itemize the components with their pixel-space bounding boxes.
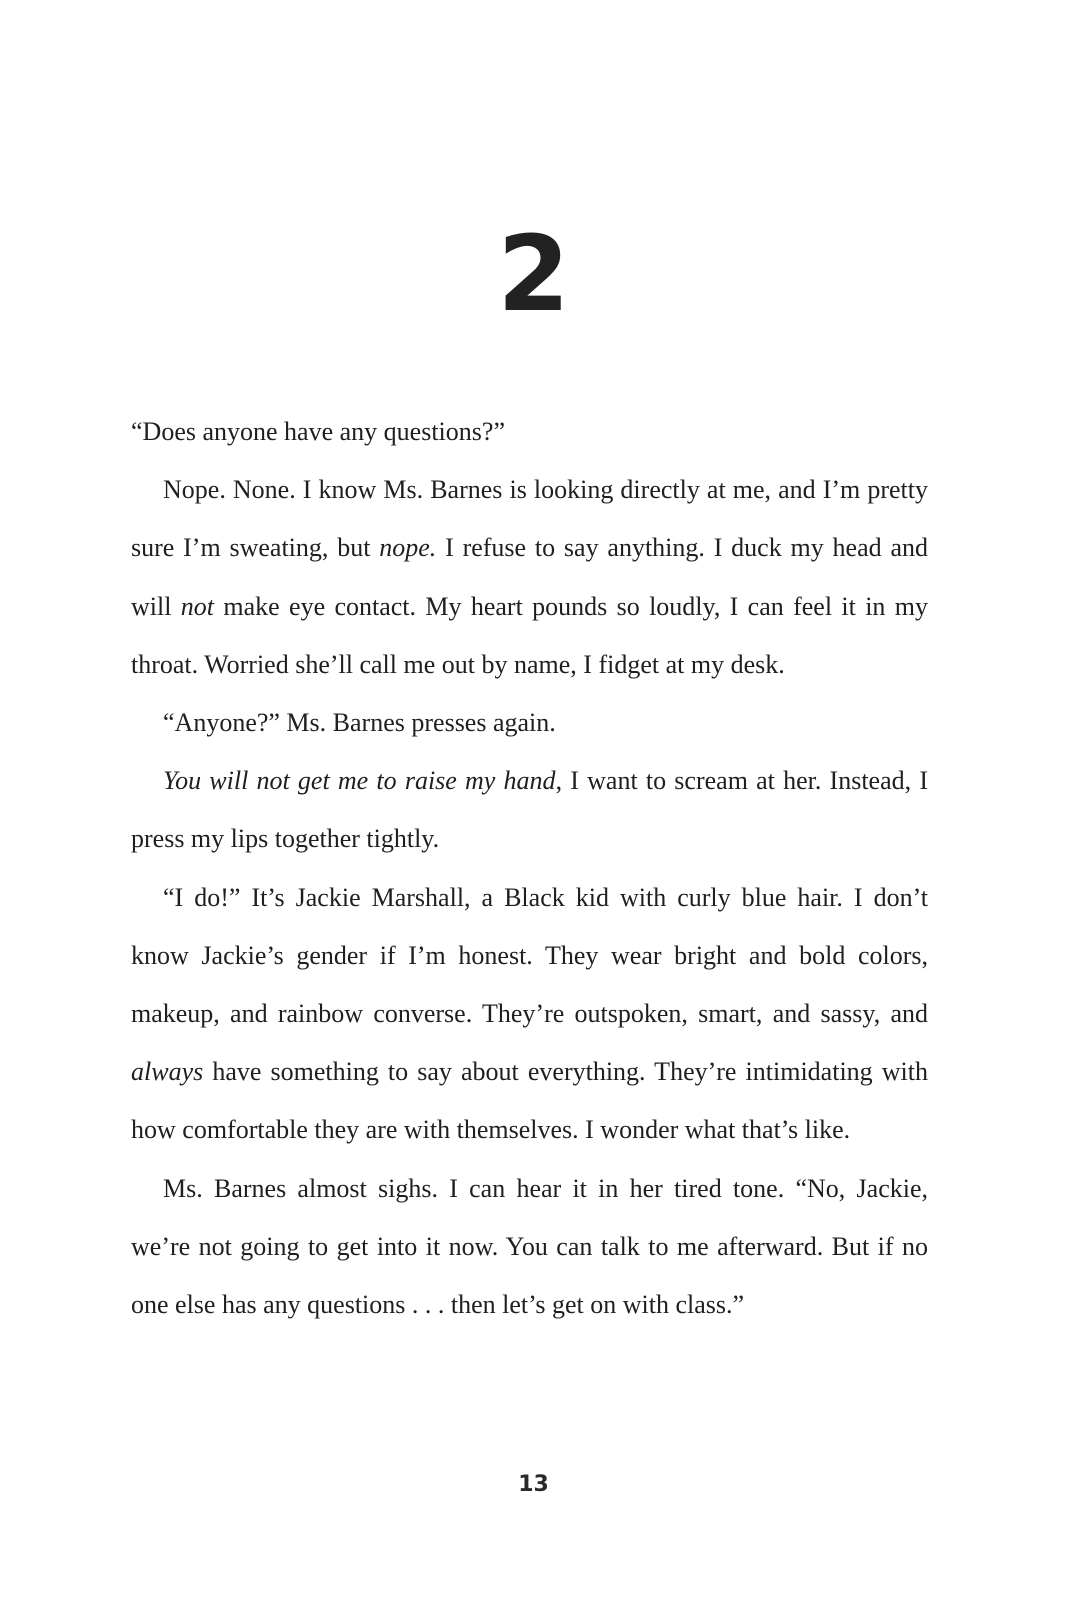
text-run: have something to say about everything. They’re intimidating with how comfortable they are with themselves. I wonder what that’s like. [131, 1057, 928, 1145]
paragraph [131, 869, 928, 1160]
paragraph [131, 752, 928, 868]
text-run: , I want to scream at her. Instead, I press my lips together tightly. [131, 766, 928, 854]
italic-text: not [180, 591, 215, 621]
page-number: 13 [518, 1472, 549, 1497]
chapter-body [131, 403, 928, 1334]
text-run: make eye contact. My heart pounds so loudly, I can feel it in my throat. Worried she’ll call me out by name, I fidget at my desk. [131, 591, 928, 679]
chapter-number: 2 [497, 213, 570, 335]
italic-text: nope. [379, 533, 437, 563]
italic-text: always [131, 1057, 204, 1087]
text-run: “Anyone?” Ms. Barnes presses again. [163, 708, 556, 738]
text-run: “I do!” It’s Jackie Marshall, a Black kid with curly blue hair. I don’t know Jackie’s gender if I’m honest. They wear bright and bold colors, makeup, and rainbow converse. They’re outspoken, smart, and sassy, and [131, 882, 928, 1029]
paragraph [131, 403, 928, 461]
italic-text: You will not get me to raise my hand [163, 766, 556, 796]
paragraph [131, 1160, 928, 1335]
text-run: Ms. Barnes almost sighs. I can hear it in her tired tone. “No, Jackie, we’re not going to get into it now. You can talk to me afterward. But if no one else has any questions . . . then let’s get on with class.” [131, 1173, 928, 1320]
text-run: I refuse to say anything. I duck my head and will [131, 533, 928, 621]
paragraph [131, 461, 928, 694]
paragraph [131, 694, 928, 752]
text-run: Nope. None. I know Ms. Barnes is looking directly at me, and I’m pretty sure I’m sweating, but [131, 475, 928, 563]
text-run: “Does anyone have any questions?” [131, 417, 505, 446]
